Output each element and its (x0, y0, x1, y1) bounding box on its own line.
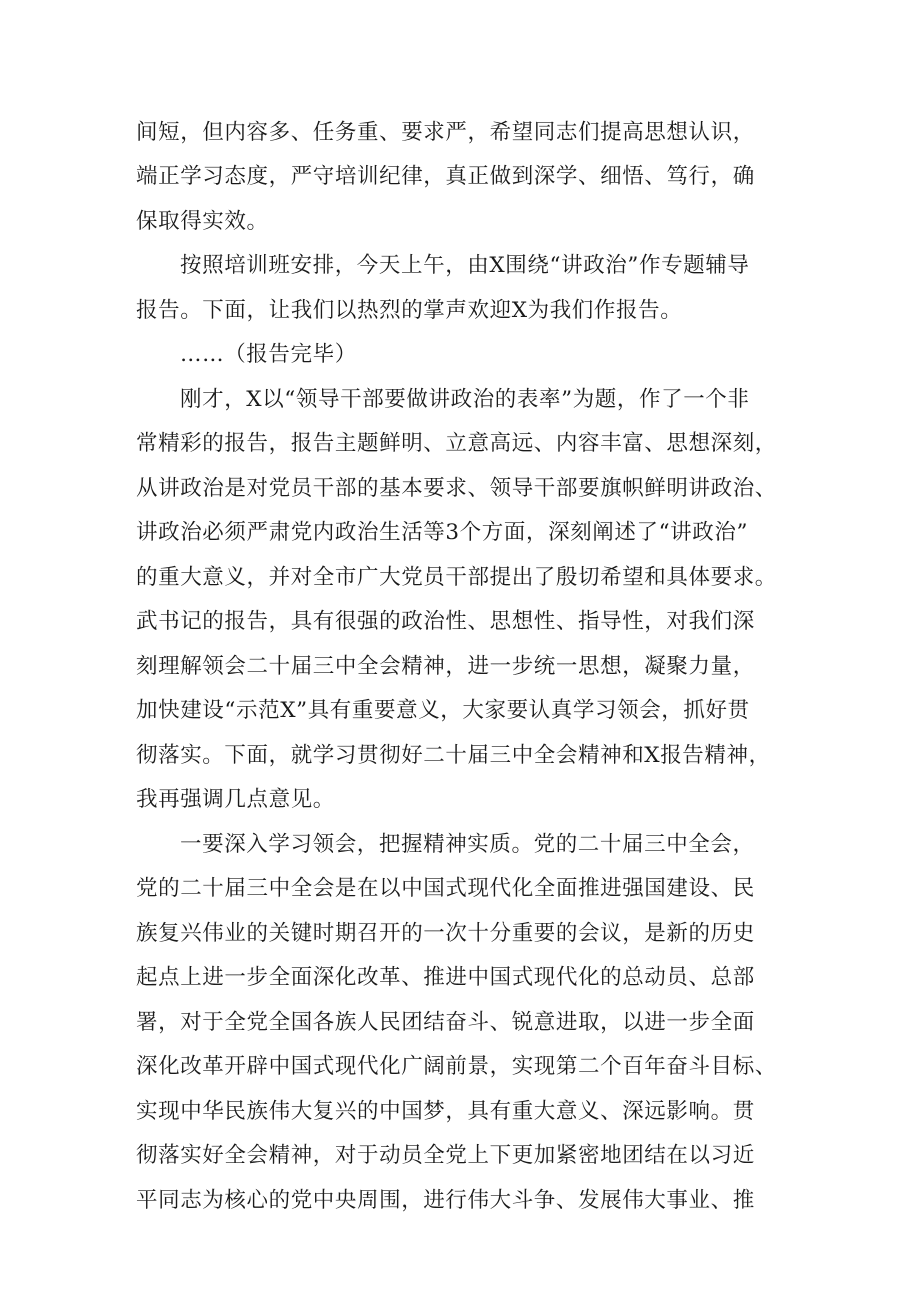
text-line: 保取得实效。 (136, 209, 269, 234)
text-line: 族复兴伟业的关键时期召开的一次十分重要的会议，是新的历史 (136, 921, 755, 946)
text-line: 实现中华民族伟大复兴的中国梦，具有重大意义、深远影响。贯 (136, 1099, 755, 1124)
text-line: 深化改革开辟中国式现代化广阔前景，实现第二个百年奋斗目标、 (136, 1054, 777, 1079)
text-line: 讲政治必须严肃党内政治生活等3个方面，深刻阐述了“讲政治” (136, 520, 749, 545)
text-line: 起点上进一步全面深化改革、推进中国式现代化的总动员、总部 (136, 965, 755, 990)
text-line: 加快建设“示范X”具有重要意义，大家要认真学习领会，抓好贯 (136, 698, 750, 723)
paragraph-start: 刚才，X以“领导干部要做讲政治的表率”为题，作了一个非 (180, 387, 750, 412)
text-line: 端正学习态度，严守培训纪律，真正做到深学、细悟、笃行，确 (136, 164, 755, 189)
text-line: 彻落实好全会精神，对于动员全党上下更加紧密地团结在以习近 (136, 1143, 755, 1168)
text-line: 报告。下面，让我们以热烈的掌声欢迎X为我们作报告。 (136, 298, 683, 323)
text-line: 的重大意义，并对全市广大党员干部提出了殷切希望和具体要求。 (136, 565, 777, 590)
text-line: 我再强调几点意见。 (136, 787, 335, 812)
text-line: 武书记的报告，具有很强的政治性、思想性、指导性，对我们深 (136, 609, 755, 634)
paragraph-start: 一要深入学习领会，把握精神实质。党的二十届三中全会， (180, 832, 755, 857)
text-line: 署，对于全党全国各族人民团结奋斗、锐意进取，以进一步全面 (136, 1010, 755, 1035)
text-line: 刻理解领会二十届三中全会精神，进一步统一思想，凝聚力量， (136, 654, 755, 679)
text-line: 彻落实。下面，就学习贯彻好二十届三中全会精神和X报告精神， (136, 743, 771, 768)
text-line: 平同志为核心的党中央周围，进行伟大斗争、发展伟大事业、推 (136, 1188, 755, 1213)
text-line: 从讲政治是对党员干部的基本要求、领导干部要旗帜鲜明讲政治、 (136, 476, 777, 501)
paragraph-start: 按照培训班安排，今天上午，由X围绕“讲政治”作专题辅导 (180, 253, 750, 278)
text-line: 党的二十届三中全会是在以中国式现代化全面推进强国建设、民 (136, 876, 755, 901)
text-line: 间短，但内容多、任务重、要求严，希望同志们提高思想认识， (136, 120, 755, 145)
report-finished-note: ……（报告完毕） (180, 342, 357, 367)
text-line: 常精彩的报告，报告主题鲜明、立意高远、内容丰富、思想深刻， (136, 431, 777, 456)
